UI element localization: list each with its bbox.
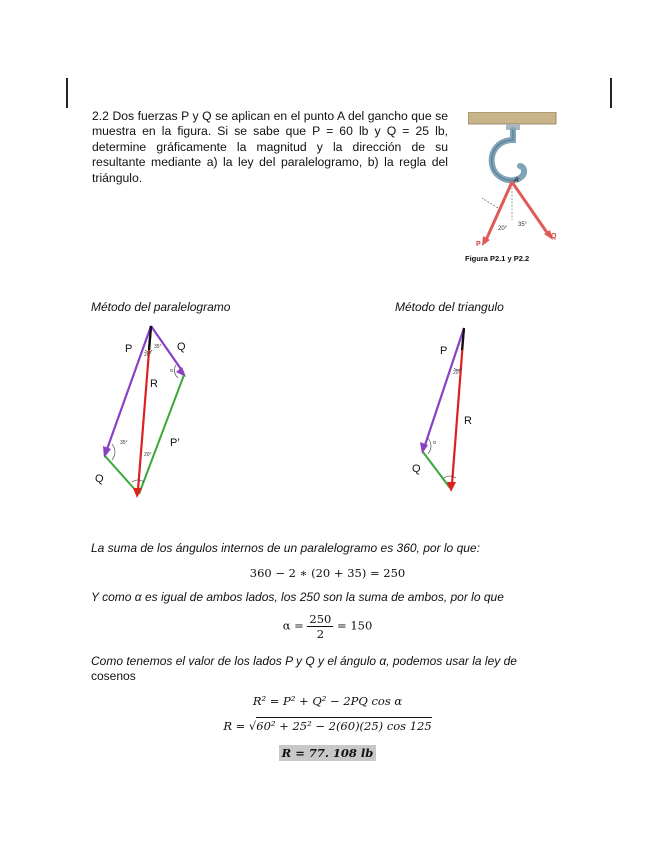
triangle-label-q: Q <box>412 463 421 475</box>
parallelogram-label-r: R <box>150 378 158 390</box>
svg-text:20°: 20° <box>144 352 152 358</box>
svg-text:20°: 20° <box>453 370 461 376</box>
figure-caption: Figura P2.1 y P2.2 <box>465 254 530 263</box>
problem-statement: 2.2 Dos fuerzas P y Q se aplican en el punto A del gancho que se muestra en la figura. Si se sabe que P = 60 lb y Q = 25 lb, determine gráficamente la magnitud y la dirección de su resultante mediante a) la ley del paralelogramo, b) la regla del triángulo. <box>92 109 448 185</box>
alpha-rhs: = 150 <box>337 618 373 633</box>
sum-sentence: La suma de los ángulos internos de un paralelogramo es 360, por lo que: <box>91 541 480 555</box>
cosines-sentence-line2: cosenos <box>91 669 136 683</box>
result-highlight: R = 77. 108 lb <box>279 745 377 761</box>
svg-text:20°: 20° <box>144 452 152 458</box>
triangle-diagram <box>400 320 490 495</box>
figure-label-a: A <box>514 177 519 184</box>
alpha-fraction <box>307 612 333 641</box>
figure-label-q: Q <box>551 233 557 240</box>
triangle-method-title: Método del triangulo <box>395 300 504 314</box>
equation-alpha <box>0 612 655 641</box>
svg-text:35°: 35° <box>154 344 162 350</box>
law-of-cosines: R² = P² + Q² − 2PQ cos α <box>252 694 403 708</box>
svg-text:35°: 35° <box>120 440 128 446</box>
alpha-lhs: α = <box>282 618 304 633</box>
svg-text:α: α <box>170 368 173 374</box>
figure-label-p: P <box>476 241 481 248</box>
alpha-numerator: 250 <box>309 612 332 626</box>
figure-angle-20: 20° <box>498 226 508 232</box>
alpha-denominator: 2 <box>316 627 325 641</box>
parallelogram-method-title: Método del paralelogramo <box>91 300 231 314</box>
parallelogram-diagram <box>90 320 230 505</box>
parallelogram-label-p-prime: P’ <box>170 437 180 449</box>
parallelogram-label-p: P <box>125 343 133 355</box>
right-margin-bar <box>610 78 612 108</box>
triangle-label-r: R <box>464 415 472 427</box>
cosines-sentence-line1: Como tenemos el valor de los lados P y Q y el ángulo α, podemos usar la ley de <box>91 654 517 668</box>
parallelogram-label-q-top: Q <box>177 341 186 353</box>
hook-figure <box>468 112 563 252</box>
substitution-lhs: R = √ <box>223 719 257 733</box>
figure-angle-35: 35° <box>518 222 528 228</box>
substitution-radicand: 60² + 25² − 2(60)(25) cos 125 <box>256 719 432 733</box>
triangle-label-p: P <box>440 345 448 357</box>
left-margin-bar <box>66 78 68 108</box>
equation-sum: 360 − 2 ∗ (20 + 35) = 250 <box>249 566 406 580</box>
substitution-equation <box>0 719 655 733</box>
svg-text:α: α <box>433 440 436 446</box>
parallelogram-label-q-bottom: Q <box>95 473 104 485</box>
result-equation <box>0 746 655 760</box>
alpha-sentence: Y como α es igual de ambos lados, los 250 son la suma de ambos, por lo que <box>91 590 504 604</box>
